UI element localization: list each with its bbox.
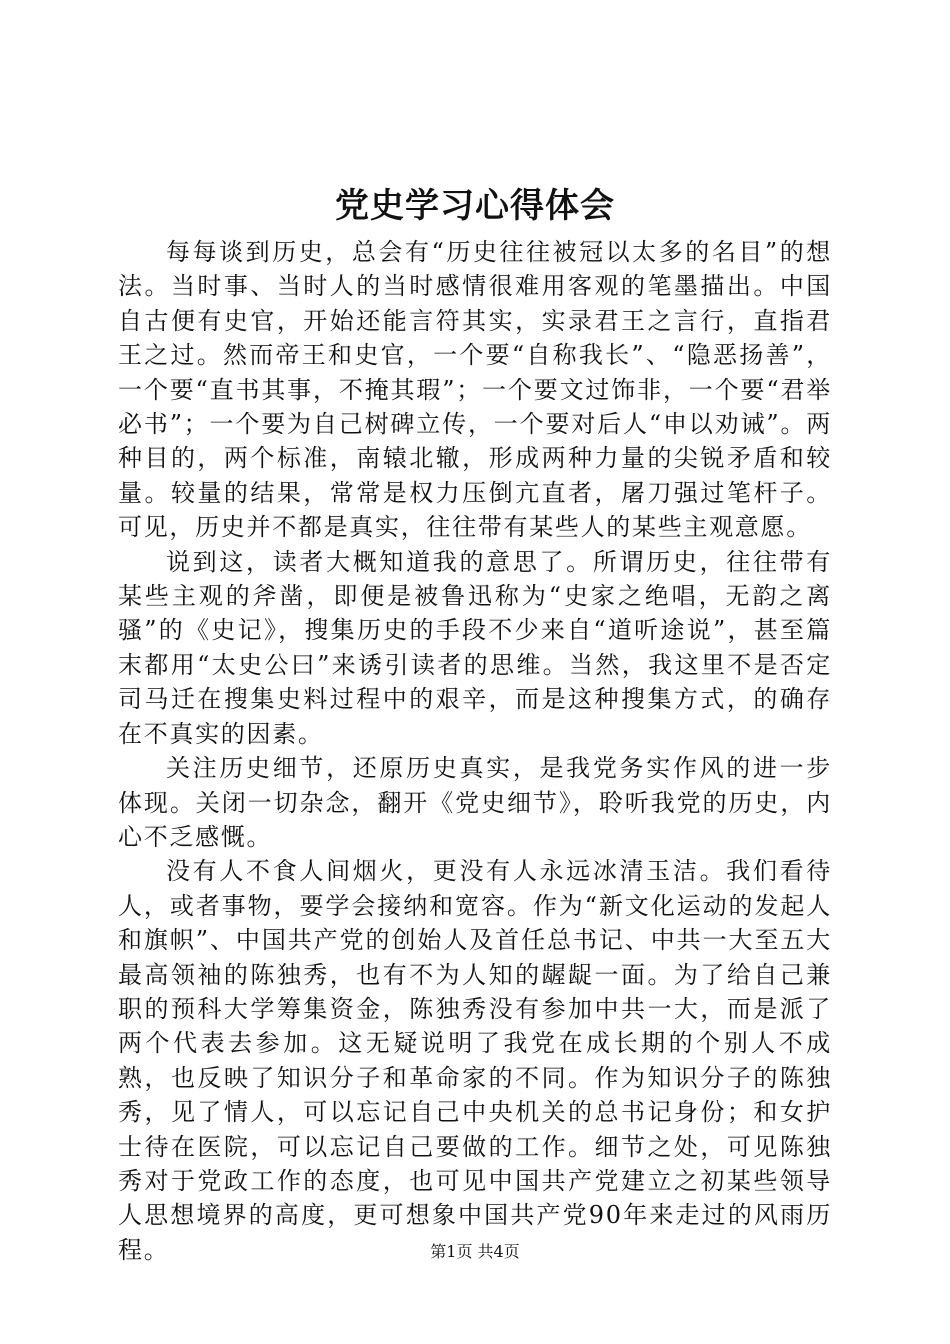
paragraph-1: 每每谈到历史，总会有“历史往往被冠以太多的名目”的想法。当时事、当时人的当时感情很难用客观的笔墨描出。中国自古便有史官，开始还能言符其实，实录君王之言行，直指君王之过。然而帝王和史官，一个要“自称我长”、“隐恶扬善”，一个要“直书其事，不掩其瑕”；一个要文过饰非，一个要“君举必书”；一个要为自己树碑立传，一个要对后人“申以劝诫”。两种目的，两个标准，南辕北辙，形成两种力量的尖锐矛盾和较量。较量的结果，常常是权力压倒亢直者，屠刀强过笔杆子。可见，历史并不都是真实，往往带有某些人的某些主观意愿。 bbox=[118, 238, 832, 542]
paragraph-3: 关注历史细节，还原历史真实，是我党务实作风的进一步体现。关闭一切杂念，翻开《党史细节》，聆听我党的历史，内心不乏感慨。 bbox=[118, 754, 832, 851]
page-title: 党史学习心得体会 bbox=[335, 186, 615, 226]
document-body bbox=[118, 235, 832, 1267]
paragraph-4: 没有人不食人间烟火，更没有人永远冰清玉洁。我们看待人，或者事物，要学会接纳和宽容。作为“新文化运动的发起人和旗帜”、中国共产党的创始人及首任总书记、中共一大至五大最高领袖的陈独秀，也有不为人知的龌龊一面。为了给自己兼职的预科大学筹集资金，陈独秀没有参加中共一大，而是派了两个代表去参加。这无疑说明了我党在成长期的个别人不成熟，也反映了知识分子和革命家的不同。作为知识分子的陈独秀，见了情人，可以忘记自己中央机关的总书记身份；和女护士待在医院，可以忘记自己要做的工作。细节之处，可见陈独秀对于党政工作的态度，也可见中国共产党建立之初某些领导人思想境界的高度，更可想象中国共产党90年来走过的风雨历程。 bbox=[118, 857, 832, 1264]
paragraph-2: 说到这，读者大概知道我的意思了。所谓历史，往往带有某些主观的斧凿，即便是被鲁迅称为“史家之绝唱，无韵之离骚”的《史记》，搜集历史的手段不少来自“道听途说”，甚至篇末都用“太史公曰”来诱引读者的思维。当然，我这里不是否定司马迁在搜集史料过程中的艰辛，而是这种搜集方式，的确存在不真实的因素。 bbox=[118, 547, 832, 748]
page-footer: 第1页 共4页 bbox=[430, 1242, 520, 1261]
